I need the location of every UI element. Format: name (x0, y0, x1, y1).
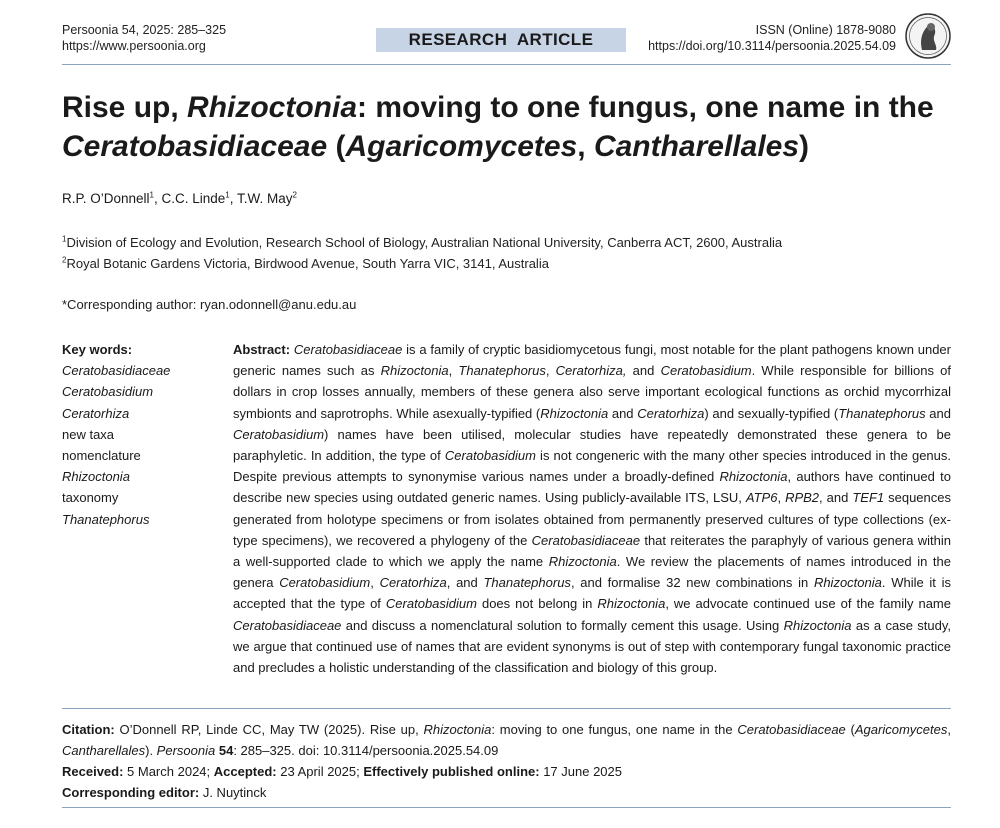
journal-volume: Persoonia 54, 2025: 285–325 (62, 23, 227, 37)
keyword-item: nomenclature (62, 448, 141, 464)
affiliation-2: $^2$Royal Botanic Gardens Victoria, Birdwood Avenue, South Yarra VIC, 3141, Australia (62, 255, 549, 271)
keyword-item: Ceratorhiza (62, 405, 130, 421)
keyword-item: Rhizoctonia (62, 469, 130, 485)
abstract-text: Abstract: Ceratobasidiaceae is a family of cryptic basidiomycetous fungi, most notable for the plant pathogens known under generic names such as Rhizoctonia, Thanatephorus, Ceratorhiza, and Ceratobasidium. While responsible for billions of dollars in crop losses annually, members of these genera also serve important ecological functions as orchid mycorrhizal symbionts and saprotrophs. While asexually-typified (Rhizoctonia and Ceratorhiza) and sexually-typified (Thanatephorus and Ceratobasidium) names have been utilised, molecular studies have repeatedly demonstrated these genera to be paraphyletic. In addition, the type of Ceratobasidium is not congeneric with the many other species introduced in the genus. Despite previous attempts to synonymise various names under a broadly-defined Rhizoctonia, authors have continued to describe new species using outdated generic names. Using publicly-available ITS, LSU, ATP6, RPB2, and TEF1 sequences generated from holotype specimens or from isolates obtained from permanently preserved cultures of type collections (ex-type specimens), we recovered a phylogeny of the Ceratobasidiaceae that reiterates the paraphyly of various genera within a well-supported clade to which we apply the name Rhizoctonia. We review the placements of names introduced in the genera Ceratobasidium, Ceratorhiza, and Thanatephorus, and formalise 32 new combinations in Rhizoctonia. While it is accepted that the type of Ceratobasidium does not belong in Rhizoctonia, we advocate continued use of the family name Ceratobasidiaceae and discuss a nomenclatural solution to formally cement this usage. Using Rhizoctonia as a case study, we argue that continued use of names that are evident synonyms is out of step with contemporary fungal taxonomic practice and precludes a holistic understanding of the classification and biology of this group. (233, 342, 951, 676)
keyword-item: Thanatephorus (62, 511, 150, 527)
keyword-item: Ceratobasidiaceae (62, 363, 171, 379)
research-article-banner: RESEARCH ARTICLE (376, 28, 626, 52)
issn: ISSN (Online) 1878-9080 (755, 23, 896, 37)
journal-header (62, 22, 226, 54)
affiliation-1: $^1$Division of Ecology and Evolution, Research School of Biology, Australian National University, Canberra ACT, 2600, Australia (62, 234, 783, 250)
keyword-item: new taxa (62, 426, 115, 442)
keyword-item: Ceratobasidium (62, 384, 154, 400)
journal-seal-logo (904, 12, 952, 60)
citation: Citation: O’Donnell RP, Linde CC, May TW (2025). Rise up, Rhizoctonia: moving to one fungus, one name in the Ceratobasidiaceae (Agaricomycetes, Cantharellales). Persoonia 54: 285–325. doi: 10.3114/persoonia.2025.54.09 (62, 722, 951, 758)
keywords-title: Key words: (62, 342, 133, 357)
article-title: Rise up, Rhizoctonia: moving to one fungus, one name in the Ceratobasidiaceae (Agaricomycetes, Cantharellales) (62, 91, 934, 163)
keywords-column (62, 339, 170, 530)
corresponding-author: *Corresponding author: ryan.odonnell@anu.edu.au (62, 297, 357, 312)
journal-website-link[interactable]: https://www.persoonia.org (62, 39, 206, 53)
citation-top-rule (62, 708, 951, 709)
corresponding-editor: Corresponding editor: J. Nuytinck (62, 785, 267, 800)
header-rule (62, 64, 951, 65)
author-list: R.P. O’Donnell$^1$, C.C. Linde$^1$, T.W. May$^2$ (62, 190, 297, 206)
issn-doi-block (648, 22, 896, 54)
footer-rule (62, 807, 951, 808)
keyword-item: taxonomy (62, 490, 119, 506)
doi-link[interactable]: https://doi.org/10.3114/persoonia.2025.54.09 (648, 39, 896, 53)
publication-dates: Received: 5 March 2024; Accepted: 23 April 2025; Effectively published online: 17 June 2025 (62, 764, 622, 779)
